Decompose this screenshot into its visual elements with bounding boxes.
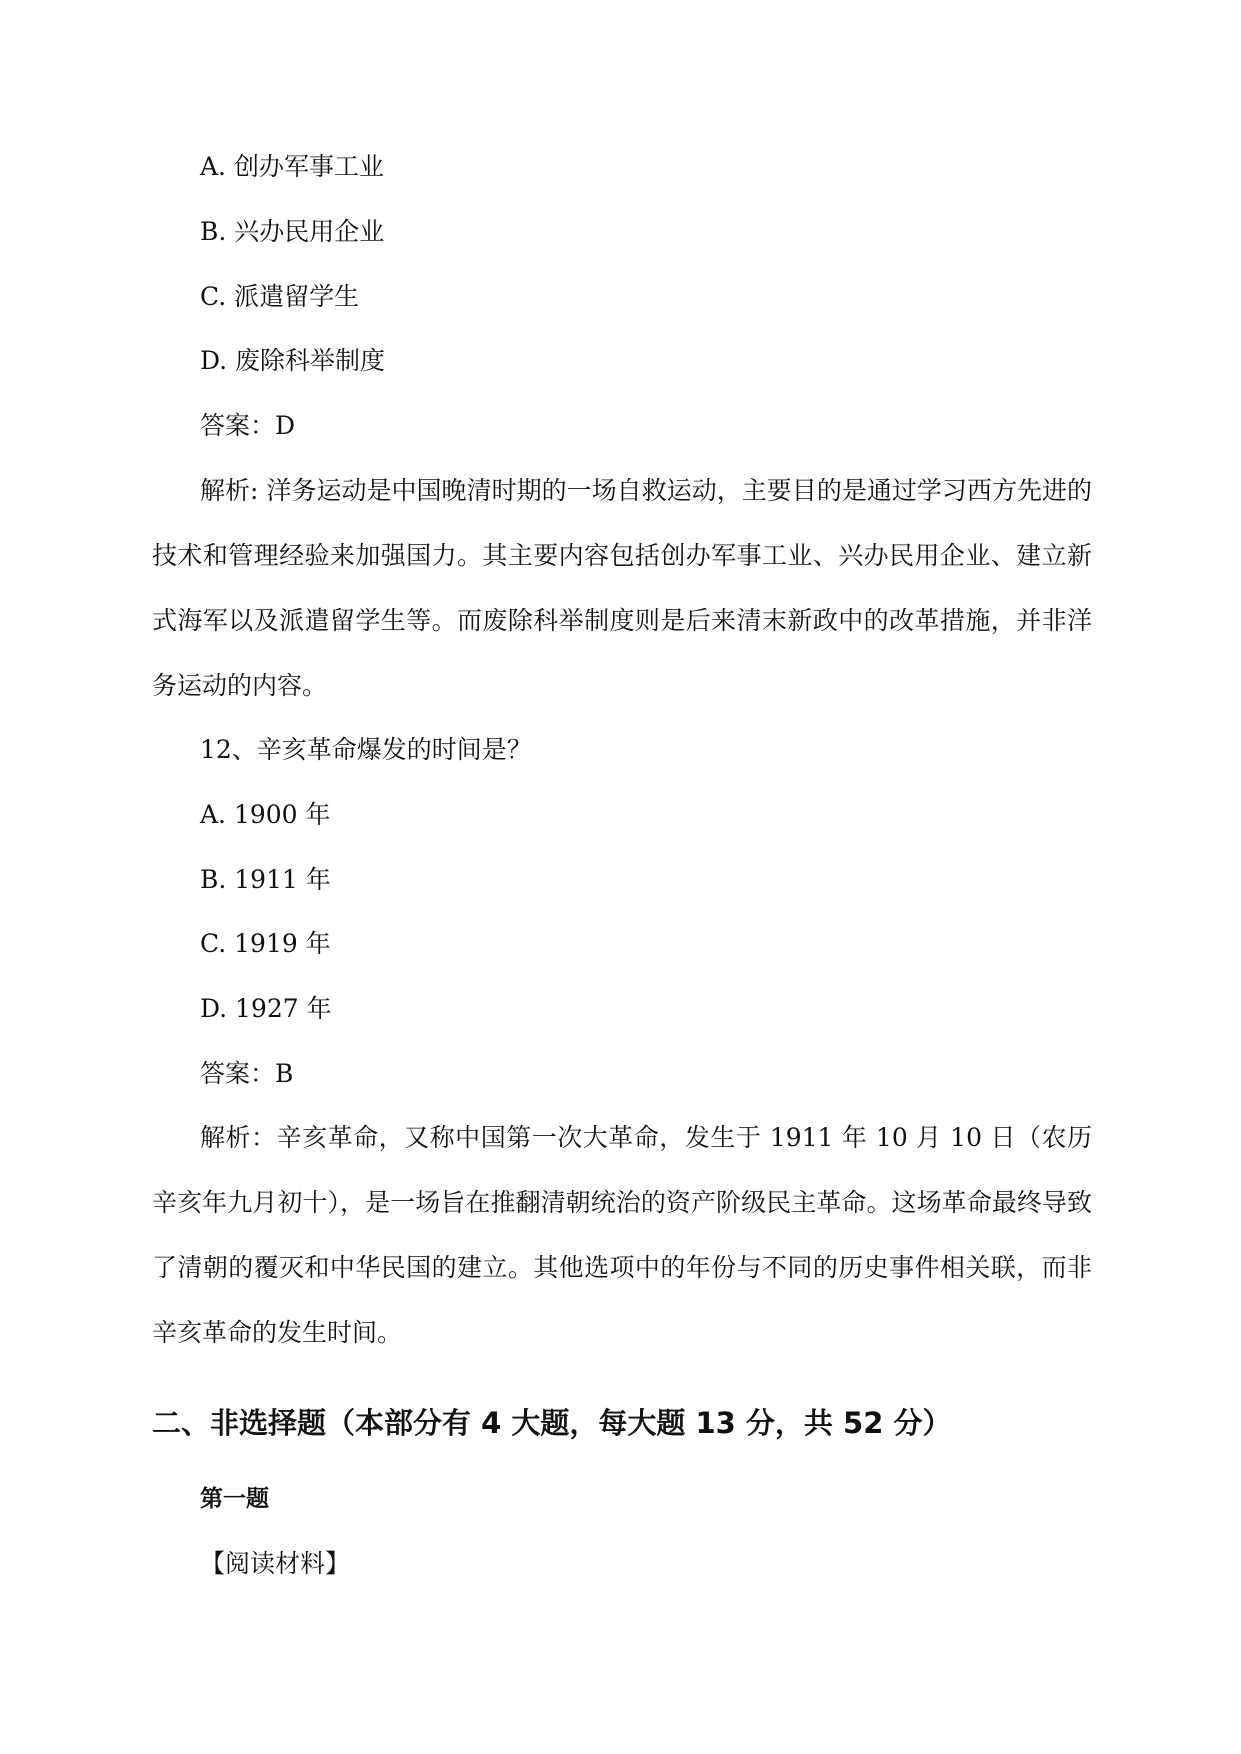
q11-analysis: 解析: 洋务运动是中国晚清时期的一场自救运动，主要目的是通过学习西方先进的技术和管理经验来加强国力。其主要内容包括创办军事工业、兴办民用企业、建立新式海军以及派遣留学生等。而废除科举制度则是后来清末新政中的改革措施，并非洋务运动的内容。 (152, 476, 1092, 700)
q12-answer: 答案：B (200, 1059, 294, 1088)
q12-option-a: A. 1900 年 (200, 800, 331, 829)
q11-option-d: D. 废除科举制度 (200, 346, 386, 375)
q11-answer: 答案：D (200, 411, 296, 440)
section-2-title: 二、非选择题（本部分有 4 大题，每大题 13 分，共 52 分） (152, 1406, 952, 1440)
q11-option-c: C. 派遣留学生 (200, 282, 360, 311)
q12-option-c: C. 1919 年 (200, 929, 331, 958)
q11-option-b: B. 兴办民用企业 (200, 217, 385, 246)
q12-question: 12、辛亥革命爆发的时间是？ (200, 735, 532, 764)
first-question-title: 第一题 (200, 1486, 269, 1512)
reading-material-label: 【阅读材料】 (200, 1549, 351, 1578)
q12-analysis: 解析：辛亥革命，又称中国第一次大革命，发生于 1911 年 10 月 10 日（农历辛亥年九月初十），是一场旨在推翻清朝统治的资产阶级民主革命。这场革命最终导致了清朝的覆灭和中华民国的建立。其他选项中的年份与不同的历史事件相关联，而非辛亥革命的发生时间。 (152, 1123, 1092, 1347)
q12-option-b: B. 1911 年 (200, 865, 331, 894)
q11-option-a: A. 创办军事工业 (200, 152, 384, 181)
q12-option-d: D. 1927 年 (200, 994, 332, 1023)
